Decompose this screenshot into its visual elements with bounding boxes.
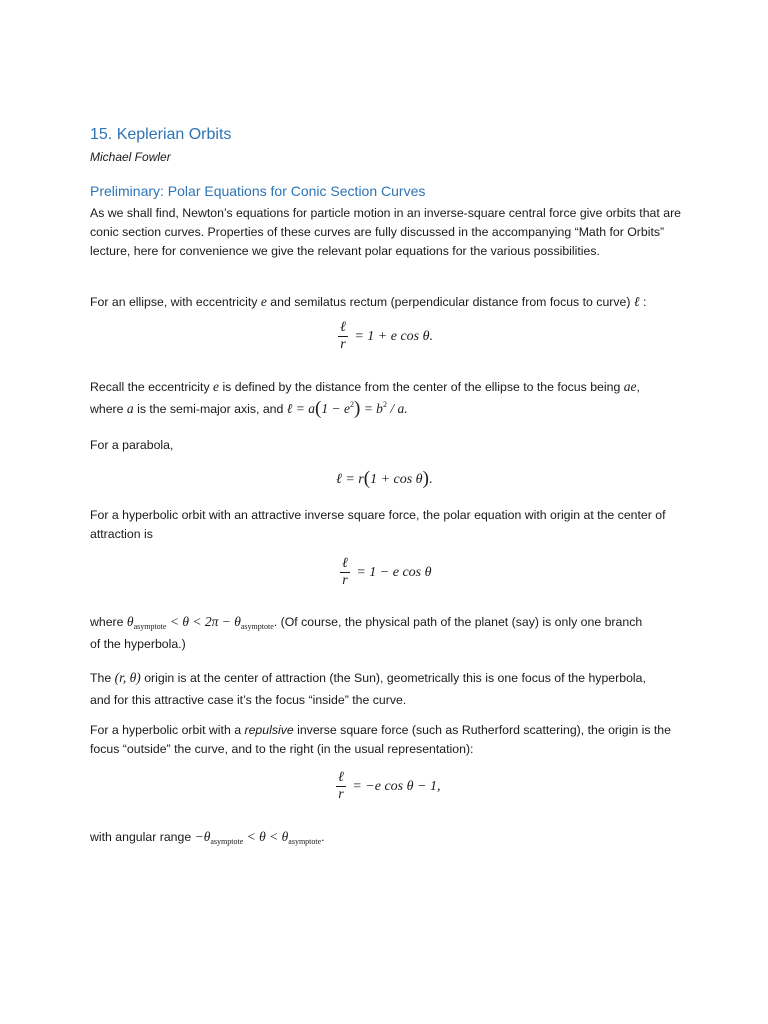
section-heading: Preliminary: Polar Equations for Conic Section Curves	[90, 183, 426, 199]
intro-paragraph: As we shall find, Newton’s equations for particle motion in an inverse-square central force give orbits that are conic section curves. Properties of these curves are fully discussed in the accompanying “Math for Orbits” lecture, here for convenience we give the relevant polar equations for the various possibilities.	[90, 206, 682, 258]
parabola-equation: ℓ = r(1 + cos θ).	[336, 468, 433, 489]
recall-line-2: where a is the semi-major axis, and ℓ = $a(1 - e^2) = b^2 / a$.	[90, 398, 408, 419]
hyperbola-repulsive-paragraph: For a hyperbolic orbit with a repulsive inverse square force (such as Rutherford scattering), the origin is the focus “outside” the curve, and to the right (in the usual representation):	[90, 723, 671, 756]
origin-line-2: and for this attractive case it’s the focus “inside” the curve.	[90, 693, 407, 707]
fraction: $\frac{\text{ℓ}}{r}$	[342, 556, 348, 588]
recall-line-1: Recall the eccentricity e is defined by the distance from the center of the ellipse to the focus being ae,	[90, 379, 640, 394]
origin-line-1: The (r, θ) origin is at the center of attraction (the Sun), geometrically this is one focus of the hyperbola,	[90, 670, 646, 685]
hyperbola-attractive-paragraph: For a hyperbolic orbit with an attractive inverse square force, the polar equation with origin at the center of attraction is	[90, 508, 666, 541]
page-title: 15. Keplerian Orbits	[90, 126, 232, 143]
parabola-paragraph: For a parabola,	[90, 438, 174, 452]
ellipse-paragraph: For an ellipse, with eccentricity e and semilatus rectum (perpendicular distance from focus to curve) ℓ :	[90, 294, 647, 309]
ellipse-equation: $\frac{\text{ℓ}}{r}$ = 1 + e cos θ.	[340, 320, 433, 352]
where-line: where $\theta_{asymptote} < \theta < 2\pi - \theta_{asymptote}$. (Of course, the physical path of the planet (say) is only one branch	[90, 614, 643, 631]
hyperbola-repulsive-equation: $\frac{\text{ℓ}}{r}$ = −e cos θ − 1,	[338, 770, 441, 802]
where-line-continued: of the hyperbola.)	[90, 637, 186, 651]
author-name: Michael Fowler	[90, 150, 171, 164]
fraction: $\frac{\text{ℓ}}{r}$	[338, 770, 344, 802]
angular-range-line: with angular range $-\theta_{asymptote} < \theta < \theta_{asymptote}$.	[90, 829, 325, 846]
fraction: $\frac{\text{ℓ}}{r}$	[340, 320, 346, 352]
hyperbola-attractive-equation: $\frac{\text{ℓ}}{r}$ = 1 − e cos θ	[342, 556, 432, 588]
